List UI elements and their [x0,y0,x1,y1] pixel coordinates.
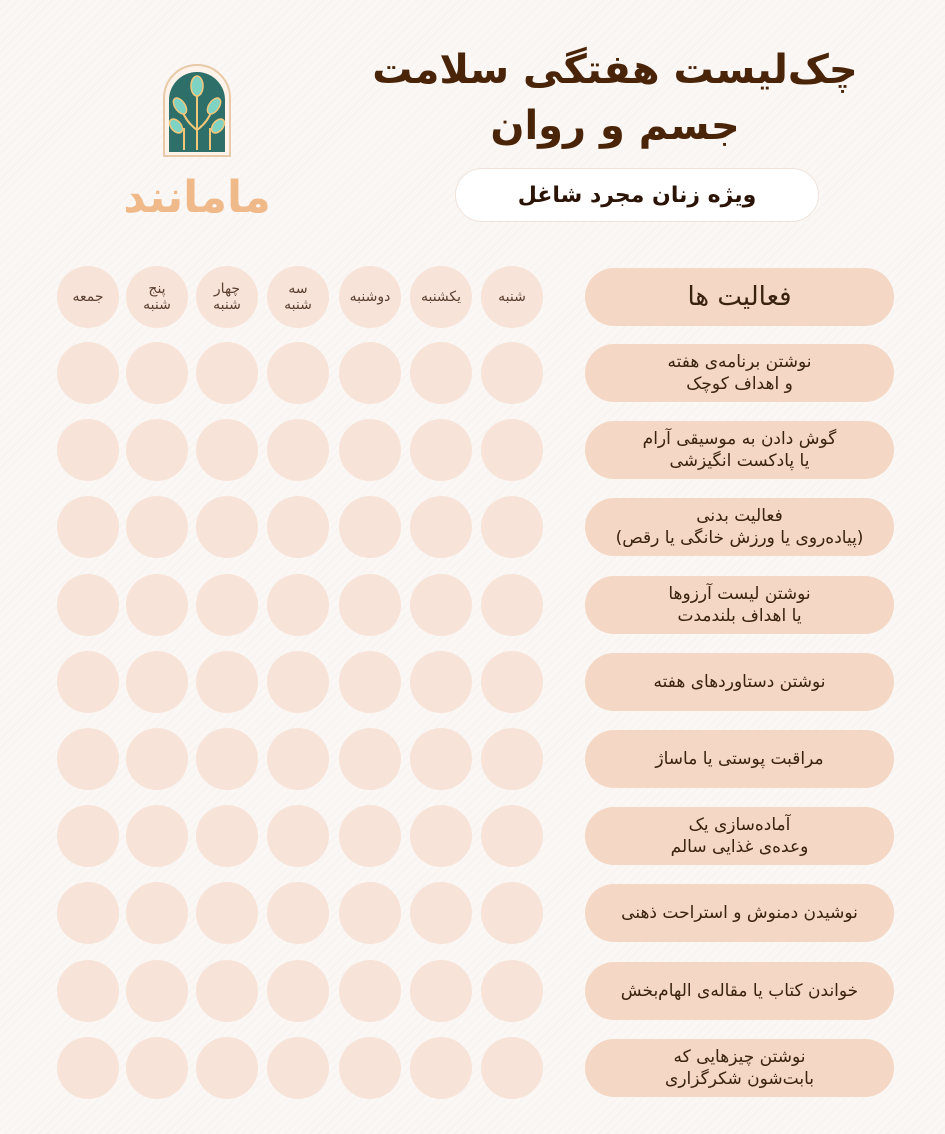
check-circle[interactable] [481,419,543,481]
activity-label: نوشتن چیزهایی که بابت‌شون شکرگزاری [585,1039,894,1097]
check-circle[interactable] [481,1037,543,1099]
check-circle[interactable] [410,496,472,558]
check-circle[interactable] [267,882,329,944]
activity-label: گوش دادن به موسیقی آرام یا پادکست انگیزشی [585,421,894,479]
activity-label: خواندن کتاب یا مقاله‌ی الهام‌بخش [585,962,894,1020]
activity-label: مراقبت پوستی یا ماساژ [585,730,894,788]
check-circle[interactable] [57,1037,119,1099]
check-circle[interactable] [339,419,401,481]
check-circle[interactable] [267,574,329,636]
check-circle[interactable] [196,419,258,481]
check-circle[interactable] [126,728,188,790]
check-circle[interactable] [339,651,401,713]
day-header: پنج شنبه [126,266,188,328]
day-header: سه شنبه [267,266,329,328]
check-circle[interactable] [481,805,543,867]
check-circle[interactable] [57,882,119,944]
check-circle[interactable] [267,1037,329,1099]
check-circle[interactable] [339,805,401,867]
check-circle[interactable] [126,882,188,944]
check-circle[interactable] [267,805,329,867]
check-circle[interactable] [410,882,472,944]
check-circle[interactable] [410,419,472,481]
brand-logo [92,60,302,230]
brand-wordmark: مامانند [123,172,271,223]
activities-header: فعالیت ها [585,268,894,326]
activity-label: نوشتن دستاوردهای هفته [585,653,894,711]
check-circle[interactable] [481,960,543,1022]
check-circle[interactable] [267,342,329,404]
check-circle[interactable] [267,728,329,790]
check-circle[interactable] [126,574,188,636]
check-circle[interactable] [481,728,543,790]
check-circle[interactable] [57,419,119,481]
check-circle[interactable] [196,651,258,713]
activity-label: فعالیت بدنی (پیاده‌روی یا ورزش خانگی یا رقص) [585,498,894,556]
check-circle[interactable] [267,419,329,481]
check-circle[interactable] [196,960,258,1022]
check-circle[interactable] [126,805,188,867]
check-circle[interactable] [410,651,472,713]
check-circle[interactable] [126,496,188,558]
check-circle[interactable] [481,342,543,404]
check-circle[interactable] [196,728,258,790]
check-circle[interactable] [481,574,543,636]
activity-label: نوشتن لیست آرزوها یا اهداف بلندمدت [585,576,894,634]
check-circle[interactable] [57,805,119,867]
check-circle[interactable] [126,651,188,713]
check-circle[interactable] [57,496,119,558]
check-circle[interactable] [410,574,472,636]
check-circle[interactable] [410,1037,472,1099]
check-circle[interactable] [196,805,258,867]
check-circle[interactable] [126,960,188,1022]
check-circle[interactable] [196,1037,258,1099]
check-circle[interactable] [267,496,329,558]
check-circle[interactable] [57,342,119,404]
check-circle[interactable] [481,496,543,558]
check-circle[interactable] [339,728,401,790]
check-circle[interactable] [339,342,401,404]
check-circle[interactable] [339,1037,401,1099]
check-circle[interactable] [196,342,258,404]
activity-label: نوشیدن دمنوش و استراحت ذهنی [585,884,894,942]
check-circle[interactable] [410,960,472,1022]
check-circle[interactable] [410,728,472,790]
day-header: چهار شنبه [196,266,258,328]
activity-label: آماده‌سازی یک وعده‌ی غذایی سالم [585,807,894,865]
check-circle[interactable] [126,342,188,404]
activity-label: نوشتن برنامه‌ی هفته و اهداف کوچک [585,344,894,402]
check-circle[interactable] [57,651,119,713]
check-circle[interactable] [196,496,258,558]
check-circle[interactable] [339,882,401,944]
check-circle[interactable] [339,574,401,636]
leaf-arch-emblem-icon [160,60,234,160]
day-header: جمعه [57,266,119,328]
check-circle[interactable] [57,960,119,1022]
day-header: دوشنبه [339,266,401,328]
check-circle[interactable] [339,960,401,1022]
check-circle[interactable] [57,728,119,790]
check-circle[interactable] [196,882,258,944]
check-circle[interactable] [196,574,258,636]
check-circle[interactable] [126,1037,188,1099]
day-header: یکشنبه [410,266,472,328]
check-circle[interactable] [410,805,472,867]
subtitle-badge: ویژه زنان مجرد شاغل [455,168,819,222]
check-circle[interactable] [126,419,188,481]
check-circle[interactable] [267,651,329,713]
check-circle[interactable] [267,960,329,1022]
day-header: شنبه [481,266,543,328]
check-circle[interactable] [481,882,543,944]
check-circle[interactable] [481,651,543,713]
check-circle[interactable] [57,574,119,636]
page-title: چک‌لیست هفتگی سلامت جسم و روان [372,47,858,149]
check-circle[interactable] [410,342,472,404]
check-circle[interactable] [339,496,401,558]
